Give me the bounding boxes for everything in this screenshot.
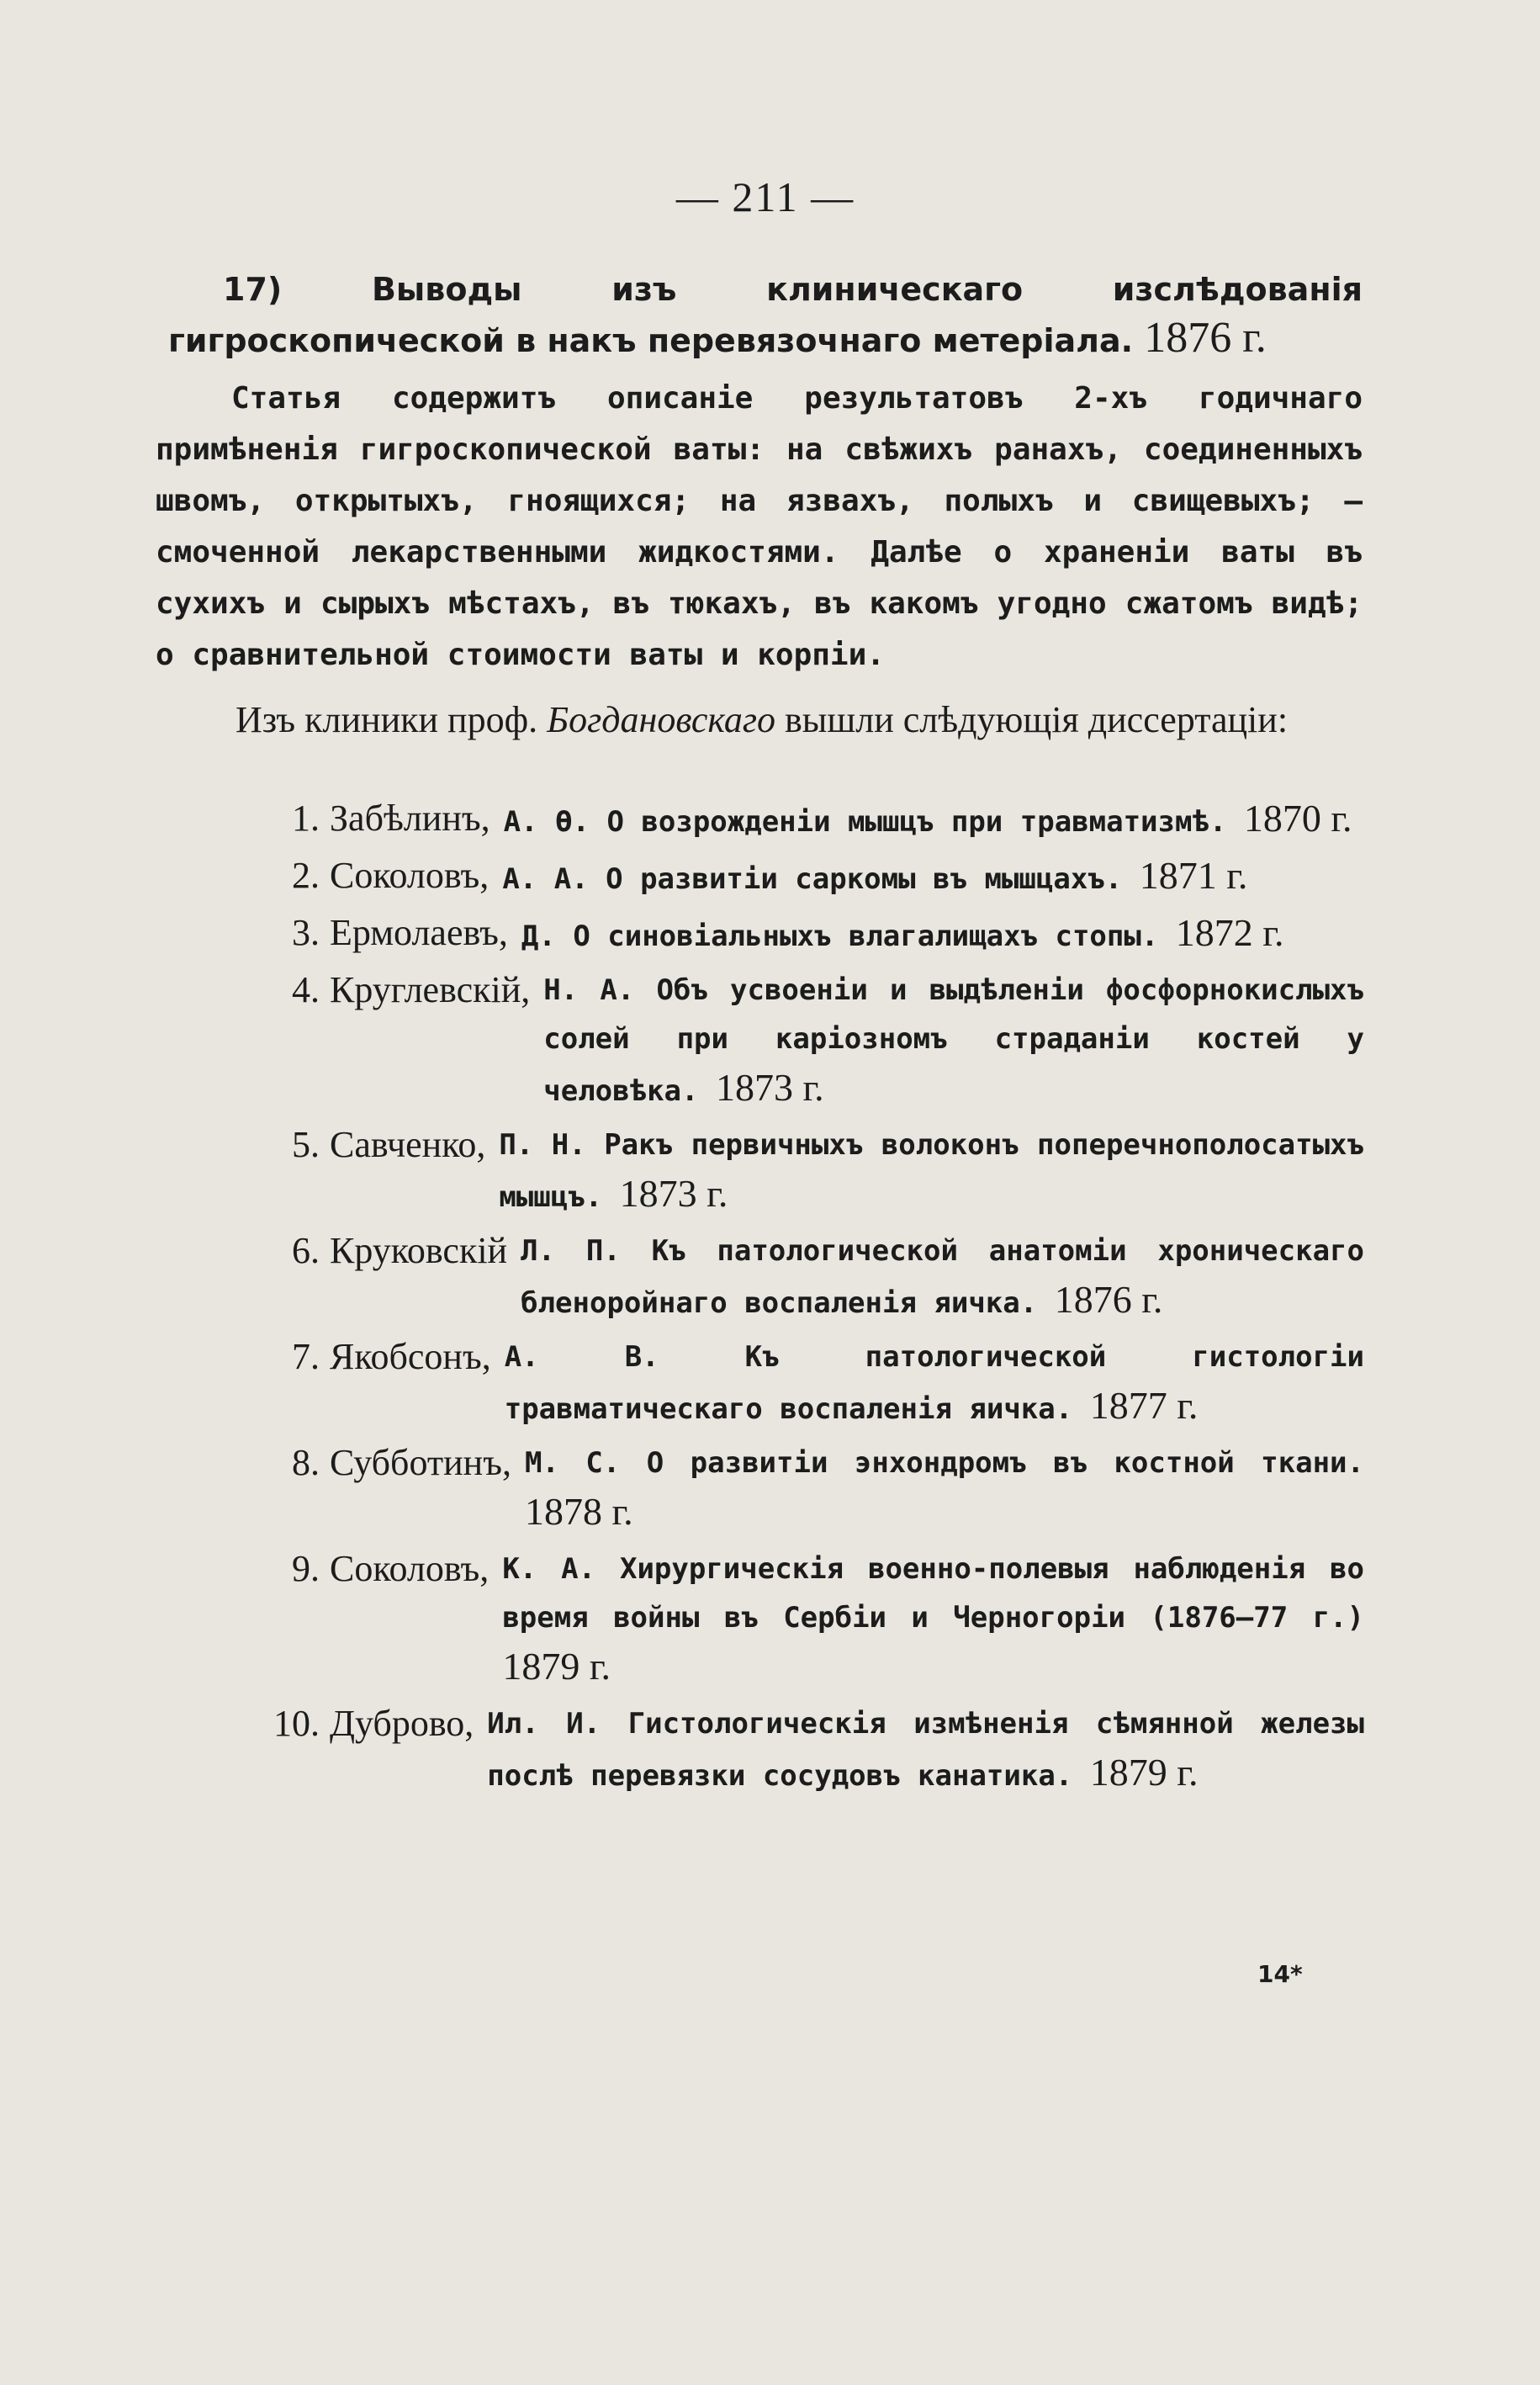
item-year: 1879 г. xyxy=(502,1645,611,1688)
item-year: 1870 г. xyxy=(1243,797,1352,840)
item-body xyxy=(525,1439,1364,1540)
section-number: 17) xyxy=(223,271,283,308)
item-year: 1877 г. xyxy=(1089,1384,1199,1427)
item-text: Д. О синовіальныхъ влагалищахъ стопы. xyxy=(521,920,1159,953)
item-number: 5. xyxy=(292,1124,320,1165)
professor-name: Богдановскаго xyxy=(547,699,776,740)
item-year: 1878 г. xyxy=(524,1490,633,1533)
item-number: 2. xyxy=(292,855,320,896)
item-author: Савченко, xyxy=(330,1124,486,1165)
item-author: Забѣлинъ, xyxy=(330,798,490,839)
item-body xyxy=(504,794,1364,846)
list-item xyxy=(227,966,1364,1116)
item-text: Л. П. Къ патологической анатоміи хроническаго бленоройнаго воспаленія яичка. xyxy=(521,1234,1364,1320)
item-year: 1871 г. xyxy=(1139,854,1248,897)
item-text: А. В. Къ патологической гистологіи травматическаго воспаленія яичка. xyxy=(504,1340,1364,1426)
list-item xyxy=(227,1121,1364,1222)
item-author: Круглевскій, xyxy=(330,969,531,1010)
item-number: 1. xyxy=(292,798,320,839)
item-body xyxy=(521,909,1364,961)
item-number: 7. xyxy=(292,1336,320,1377)
item-number: 4. xyxy=(292,969,320,1010)
item-text: А. Ѳ. О возрожденіи мышцъ при травматизмѣ. xyxy=(503,805,1227,839)
item-text: А. А. О развитіи саркомы въ мышцахъ. xyxy=(502,862,1123,896)
item-year: 1876 г. xyxy=(1054,1278,1163,1321)
item-body xyxy=(505,1333,1364,1434)
item-number: 8. xyxy=(292,1442,320,1483)
item-number: 3. xyxy=(292,912,320,953)
dissertation-list xyxy=(227,794,1364,1805)
item-body xyxy=(543,966,1364,1116)
item-body xyxy=(499,1121,1364,1222)
item-text: П. Н. Ракъ первичныхъ волоконъ поперечнополосатыхъ мышцъ. xyxy=(499,1128,1364,1214)
list-item xyxy=(227,1333,1364,1434)
page-number: — 211 — xyxy=(675,173,855,220)
list-item xyxy=(227,1439,1364,1540)
section-abstract: Статья содержитъ описаніе результатовъ 2-хъ годичнаго примѣненія гигроскопической ваты: на свѣжихъ ранахъ, соединенныхъ швомъ, открытыхъ, гноящихся; на язвахъ, полыхъ и свищевыхъ; — смоченной лекарственными жидкостями. Далѣе о храненіи ваты въ сухихъ и сырыхъ мѣстахъ, въ тюкахъ, въ какомъ угодно сжатомъ видѣ; о сравнительной стоимости ваты и корпіи. xyxy=(156,381,1363,672)
item-text: К. А. Хирургическія военно-полевыя наблюденія во время войны въ Сербіи и Черногоріи (1876—77 г.) xyxy=(502,1552,1364,1635)
list-item xyxy=(227,1699,1364,1800)
intro-after: вышли слѣдующія диссертаціи: xyxy=(785,699,1289,740)
item-body xyxy=(502,851,1364,904)
item-text: Ил. И. Гистологическія измѣненія сѣмянной железы послѣ перевязки сосудовъ канатика. xyxy=(487,1707,1364,1793)
intro-before: Изъ клиники проф. xyxy=(235,699,538,740)
item-text: М. С. О развитіи энхондромъ въ костной ткани. xyxy=(524,1446,1364,1480)
item-author: Дуброво, xyxy=(330,1703,474,1744)
section-title: Выводы изъ клиническаго изслѣдованія гигроскопической в накъ перевязочнаго метеріала. xyxy=(168,271,1363,359)
item-year: 1872 г. xyxy=(1175,911,1284,954)
item-body xyxy=(521,1227,1364,1328)
list-item xyxy=(227,1545,1364,1694)
item-year: 1879 г. xyxy=(1089,1751,1199,1794)
intro-paragraph xyxy=(160,694,1363,746)
item-number: 10. xyxy=(273,1703,320,1744)
item-text: Н. А. Объ усвоеніи и выдѣленіи фосфорнокислыхъ солей при каріозномъ страданіи костей у человѣка. xyxy=(543,973,1364,1108)
section-year: 1876 г. xyxy=(1144,314,1267,362)
item-author: Якобсонъ, xyxy=(330,1336,491,1377)
item-body xyxy=(487,1699,1364,1800)
item-author: Соколовъ, xyxy=(330,855,490,896)
list-item xyxy=(227,851,1364,904)
item-body xyxy=(502,1545,1364,1694)
item-author: Ермолаевъ, xyxy=(330,912,508,953)
section-heading xyxy=(168,265,1363,365)
item-author: Субботинъ, xyxy=(330,1442,511,1483)
item-number: 6. xyxy=(292,1230,320,1271)
list-item xyxy=(227,1227,1364,1328)
item-author: Круковскій xyxy=(330,1230,508,1271)
item-author: Соколовъ, xyxy=(330,1548,490,1589)
signature-mark: 14* xyxy=(1257,1960,1303,1988)
list-item xyxy=(227,794,1364,846)
item-year: 1873 г. xyxy=(619,1172,728,1215)
item-year: 1873 г. xyxy=(715,1066,824,1109)
item-number: 9. xyxy=(292,1548,320,1589)
list-item xyxy=(227,909,1364,961)
